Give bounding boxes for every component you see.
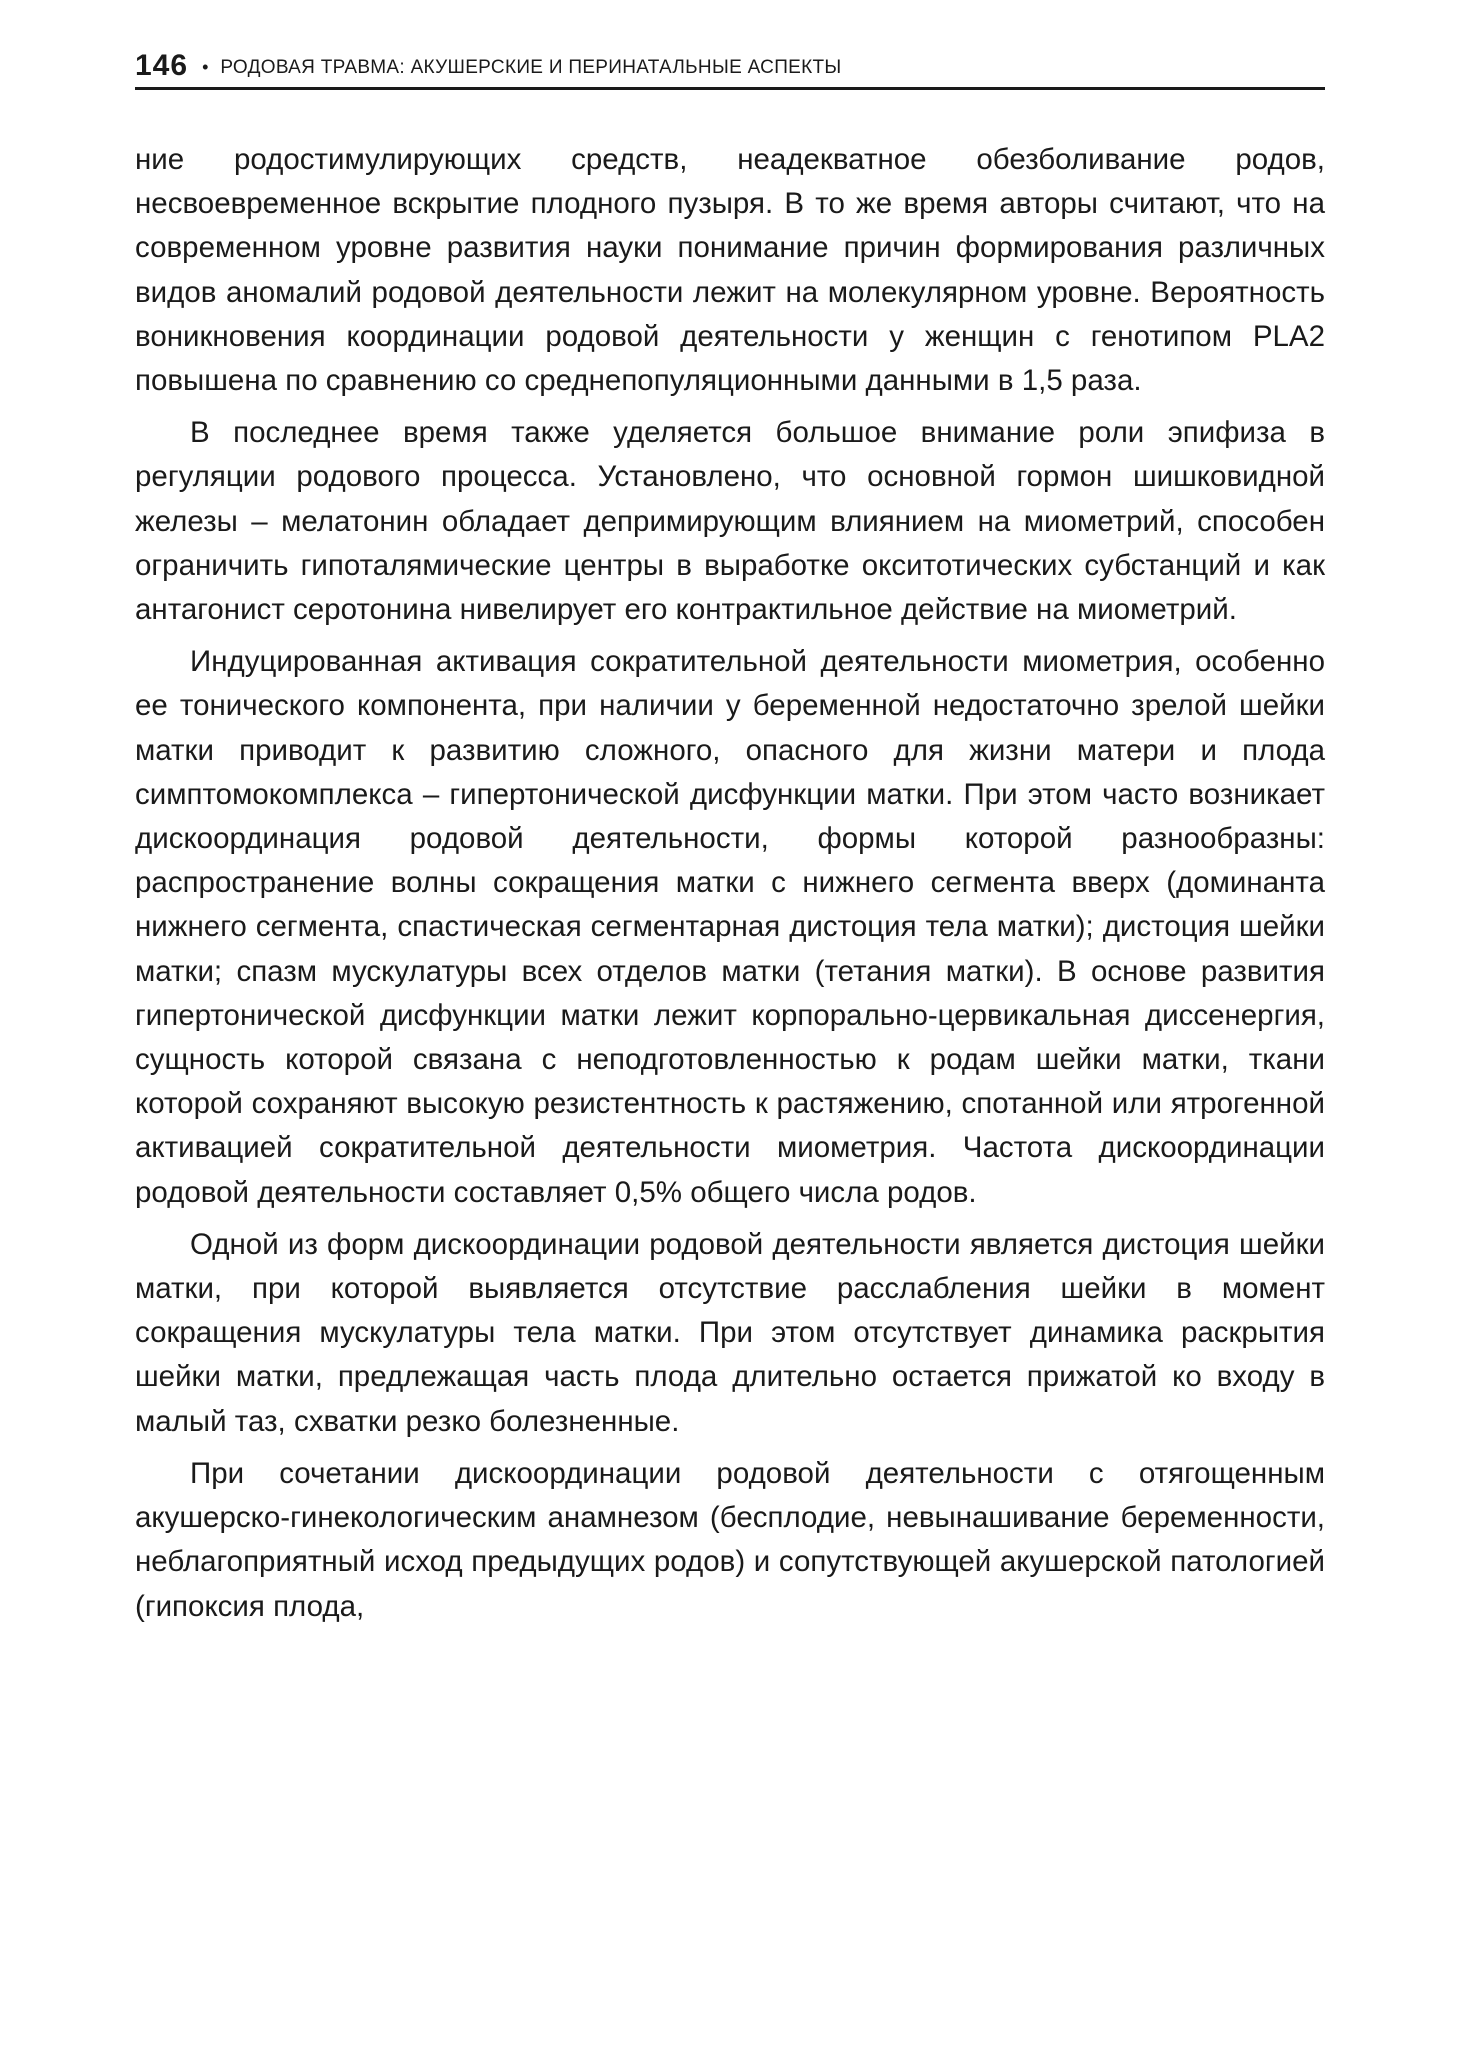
paragraph: В последнее время также уделяется большое внимание роли эпифиза в регуляции родового процесса. Установлено, что основной гормон шишковидной железы – мелатонин обладает депримирующим влиянием на миометрий, способен ограничить гипоталямические центры в выработке окситотических субстанций и как антагонист серотонина нивелирует его контрактильное действие на миометрий. xyxy=(135,416,1325,627)
paragraph: Одной из форм дискоординации родовой деятельности является дистоция шейки матки, при которой выявляется отсутствие расслабления шейки в момент сокращения мускулатуры тела матки. При этом отсутствует динамика раскрытия шейки матки, предлежащая часть плода длительно остается прижатой ко входу в малый таз, схватки резко болезненные. xyxy=(135,1227,1325,1438)
body-text xyxy=(135,138,1325,1637)
paragraph: Индуцированная активация сократительной деятельности миометрия, особенно ее тонического компонента, при наличии у беременной недостаточно зрелой шейки матки приводит к развитию сложного, опасного для жизни матери и плода симптомокомплекса – гипертонической дисфункции матки. При этом часто возникает дискоординация родовой деятельности, формы которой разнообразны: распространение волны сокращения матки с нижнего сегмента вверх (доминанта нижнего сегмента, спастическая сегментарная дистоция тела матки); дистоция шейки матки; спазм мускулатуры всех отделов матки (тетания матки). В основе развития гипертонической дисфункции матки лежит корпорально-цервикальная диссенергия, сущность которой связана с неподготовленностью к родам шейки матки, ткани которой сохраняют высокую резистентность к растяжению, спотанной или ятрогенной активацией сократительной деятельности миометрия. Частота дискоординации родовой деятельности составляет 0,5% общего числа родов. xyxy=(135,645,1325,1209)
running-header xyxy=(135,50,1325,90)
paragraph-continuation: ние родостимулирующих средств, неадекватное обезболивание родов, несвоевременное вскрытие плодного пузыря. В то же время авторы считают, что на современном уровне развития науки понимание причин формирования различных видов аномалий родовой деятельности лежит на молекулярном уровне. Вероятность воникновения координации родовой деятельности у женщин с генотипом PLA2 повышена по сравнению со среднепопуляционными данными в 1,5 раза. xyxy=(135,143,1325,398)
paragraph: При сочетании дискоординации родовой деятельности с отягощенным акушерско-гинекологическим анамнезом (бесплодие, невынашивание беременности, неблагоприятный исход предыдущих родов) и сопутствующей акушерской патологией (гипоксия плода, xyxy=(135,1456,1325,1623)
running-title: РОДОВАЯ ТРАВМА: АКУШЕРСКИЕ И ПЕРИНАТАЛЬНЫЕ АСПЕКТЫ xyxy=(220,57,842,78)
header-separator: • xyxy=(202,57,209,77)
page-number: 146 xyxy=(135,49,189,82)
